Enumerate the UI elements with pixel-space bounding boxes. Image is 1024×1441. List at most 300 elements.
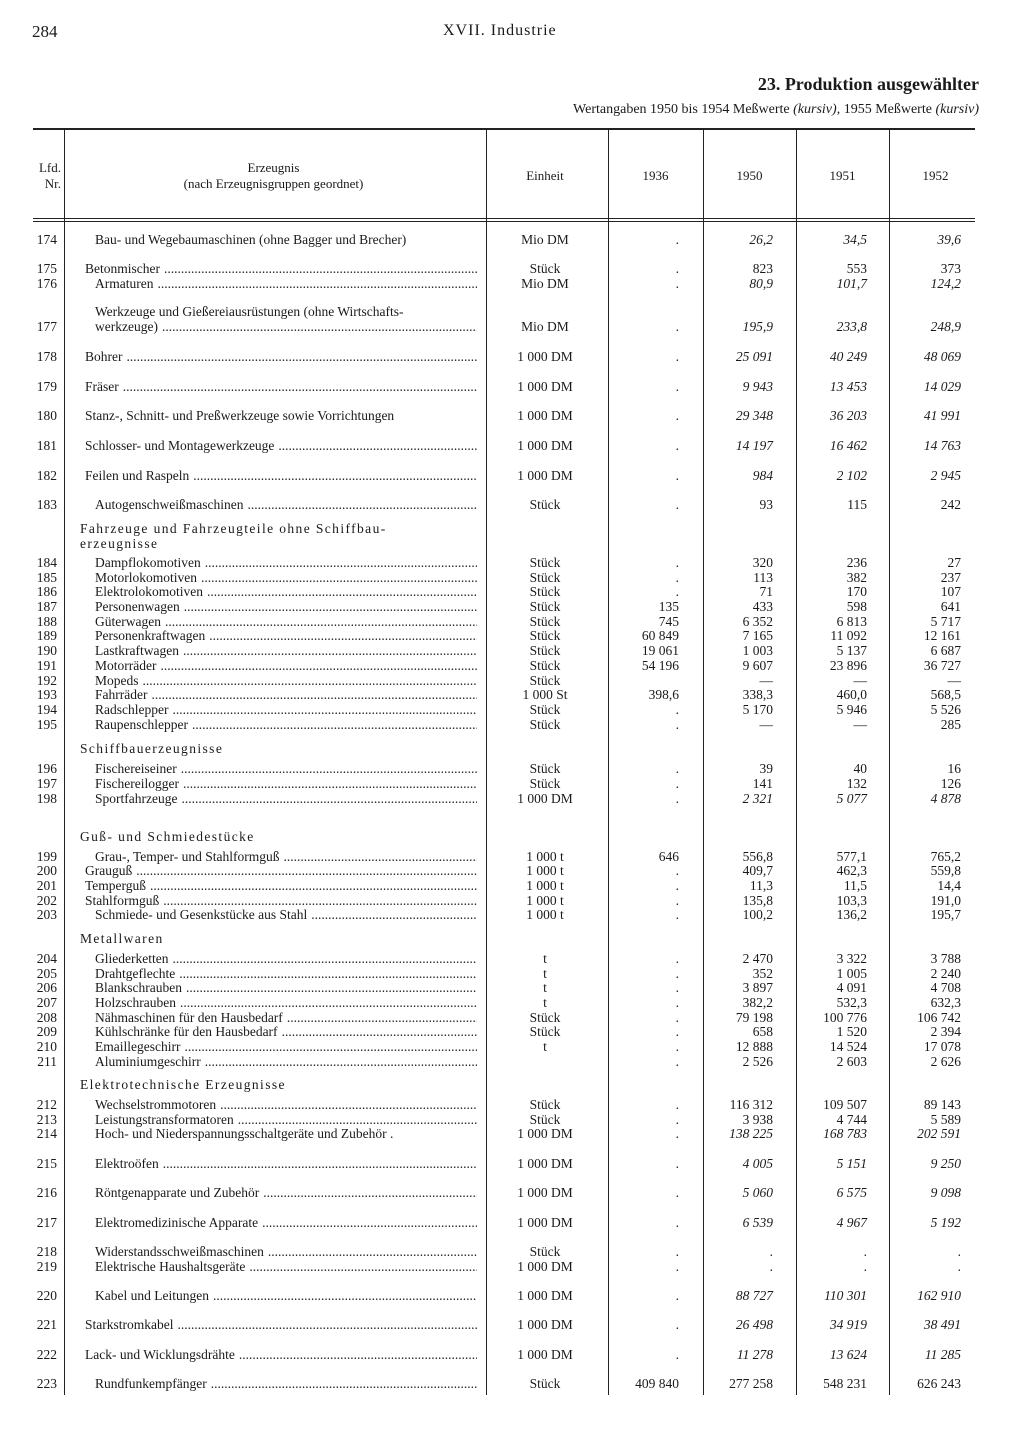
unit-cell: 1 000 DM: [517, 791, 573, 806]
unit-cell: 1 000 DM: [517, 349, 573, 364]
product-name: Röntgenapparate und Zubehör .....: [95, 1186, 477, 1201]
value-cell: 1 520: [836, 1024, 867, 1039]
unit-cell: 1 000 St: [522, 687, 568, 702]
value-cell: 460,0: [836, 687, 867, 702]
value-cell: 2 240: [930, 966, 961, 981]
value-cell: 5 717: [930, 614, 961, 629]
unit-cell: Stück: [529, 497, 561, 512]
value-cell: 658: [752, 1024, 773, 1039]
unit-cell: t: [543, 951, 547, 966]
value-cell: 338,3: [742, 687, 773, 702]
unit-cell: Stück: [529, 1244, 561, 1259]
unit-cell: 1 000 t: [526, 849, 564, 864]
group-heading: Fahrzeuge und Fahrzeugteile ohne Schiffbau-: [80, 521, 387, 536]
value-cell: 3 788: [930, 951, 961, 966]
product-name: Radschlepper .....: [95, 703, 477, 718]
product-name: Lastkraftwagen .....: [95, 644, 477, 659]
value-cell: 5 589: [930, 1112, 961, 1127]
product-name: Stahlformguß .....: [85, 894, 477, 909]
value-cell: 2 603: [836, 1054, 867, 1069]
product-name: Widerstandsschweißmaschinen .....: [95, 1245, 477, 1260]
value-cell: —: [853, 717, 867, 732]
row-number: 216: [36, 1185, 57, 1200]
product-name: Fahrräder .....: [95, 688, 477, 703]
unit-cell: Stück: [529, 1010, 561, 1025]
unit-cell: t: [543, 995, 547, 1010]
unit-cell: 1 000 DM: [517, 1259, 573, 1274]
value-cell: 548 231: [823, 1376, 867, 1391]
product-name: Emaillegeschirr .....: [95, 1040, 477, 1055]
value-cell: 532,3: [836, 995, 867, 1010]
value-cell: 26,2: [749, 232, 773, 247]
unit-cell: 1 000 t: [526, 907, 564, 922]
unit-cell: 1 000 DM: [517, 1126, 573, 1141]
value-cell: 745: [658, 614, 679, 629]
unit-cell: Stück: [529, 1112, 561, 1127]
value-cell: 11 092: [830, 628, 867, 643]
product-name: Mopeds .....: [95, 674, 477, 689]
value-cell: .: [675, 468, 679, 483]
group-heading: erzeugnisse: [80, 536, 159, 551]
value-cell: .: [675, 980, 679, 995]
value-cell: .: [675, 717, 679, 732]
value-cell: 559,8: [930, 863, 961, 878]
value-cell: .: [675, 1156, 679, 1171]
value-cell: .: [675, 319, 679, 334]
unit-cell: Stück: [529, 570, 561, 585]
unit-cell: 1 000 DM: [517, 1185, 573, 1200]
unit-cell: Stück: [529, 643, 561, 658]
product-name: Kühlschränke für den Hausbedarf .....: [95, 1025, 477, 1040]
value-cell: 5 192: [930, 1215, 961, 1230]
header-year-1952: 1952: [922, 168, 949, 183]
value-cell: 100 776: [823, 1010, 867, 1025]
row-number: 197: [36, 776, 57, 791]
value-cell: .: [675, 570, 679, 585]
product-name: Fischereiseiner .....: [95, 762, 477, 777]
unit-cell: Stück: [529, 261, 561, 276]
row-number: 175: [36, 261, 57, 276]
value-cell: 6 687: [930, 643, 961, 658]
value-cell: 39,6: [937, 232, 961, 247]
group-heading: Elektrotechnische Erzeugnisse: [80, 1077, 286, 1092]
group-heading: Metallwaren: [80, 931, 164, 946]
header-year-1950: 1950: [736, 168, 763, 183]
value-cell: 4 708: [930, 980, 961, 995]
value-cell: 632,3: [930, 995, 961, 1010]
header-bottom-rule: [33, 218, 975, 219]
value-cell: 116 312: [729, 1097, 773, 1112]
unit-cell: Stück: [529, 761, 561, 776]
value-cell: 136,2: [836, 907, 867, 922]
value-cell: 5 137: [836, 643, 867, 658]
value-cell: .: [675, 1126, 679, 1141]
product-name: Aluminiumgeschirr .....: [95, 1055, 477, 1070]
value-cell: 40: [853, 761, 867, 776]
unit-cell: 1 000 DM: [517, 1215, 573, 1230]
row-number: 190: [36, 643, 57, 658]
value-cell: 236: [846, 555, 867, 570]
unit-cell: 1 000 DM: [517, 379, 573, 394]
value-cell: 242: [940, 497, 961, 512]
value-cell: 113: [753, 570, 773, 585]
row-number: 205: [36, 966, 57, 981]
value-cell: 556,8: [742, 849, 773, 864]
row-number: 215: [36, 1156, 57, 1171]
row-number: 194: [36, 702, 57, 717]
value-cell: 11,3: [749, 878, 773, 893]
row-number: 223: [36, 1376, 57, 1391]
value-cell: 277 258: [729, 1376, 773, 1391]
unit-cell: 1 000 t: [526, 878, 564, 893]
value-cell: 162 910: [917, 1288, 961, 1303]
product-name: Schmiede- und Gesenkstücke aus Stahl .....: [95, 908, 477, 923]
product-name: Personenkraftwagen .....: [95, 629, 477, 644]
value-cell: 11 285: [924, 1347, 961, 1362]
value-cell: 14 029: [923, 379, 961, 394]
product-name: Elektrische Haushaltsgeräte .....: [95, 1260, 477, 1275]
product-name: Feilen und Raspeln .....: [85, 469, 477, 484]
value-cell: 17 078: [923, 1039, 961, 1054]
value-cell: 124,2: [930, 276, 961, 291]
row-number: 213: [36, 1112, 57, 1127]
value-cell: 13 624: [829, 1347, 867, 1362]
row-number: 181: [36, 438, 57, 453]
value-cell: 568,5: [930, 687, 961, 702]
value-cell: 16: [947, 761, 961, 776]
value-cell: .: [675, 776, 679, 791]
row-number: 202: [36, 893, 57, 908]
value-cell: 34,5: [843, 232, 867, 247]
product-name: Raupenschlepper .....: [95, 718, 477, 733]
value-cell: .: [675, 702, 679, 717]
unit-cell: Stück: [529, 614, 561, 629]
value-cell: 36 727: [923, 658, 961, 673]
value-cell: 109 507: [823, 1097, 867, 1112]
value-cell: 11,5: [843, 878, 867, 893]
header-year-1951: 1951: [829, 168, 856, 183]
product-name: Sportfahrzeuge .....: [95, 792, 477, 807]
value-cell: 88 727: [735, 1288, 773, 1303]
product-name: Wechselstrommotoren .....: [95, 1098, 477, 1113]
value-cell: 9 098: [930, 1185, 961, 1200]
row-number: 211: [37, 1054, 57, 1069]
value-cell: 79 198: [735, 1010, 773, 1025]
row-number: 182: [36, 468, 57, 483]
value-cell: 373: [940, 261, 961, 276]
value-cell: 170: [846, 584, 867, 599]
value-cell: .: [675, 276, 679, 291]
unit-cell: Stück: [529, 599, 561, 614]
value-cell: 3 938: [742, 1112, 773, 1127]
product-name: Temperguß .....: [85, 879, 477, 894]
value-cell: 352: [752, 966, 773, 981]
unit-cell: 1 000 DM: [517, 1156, 573, 1171]
value-cell: 80,9: [749, 276, 773, 291]
product-name: Holzschrauben .....: [95, 996, 477, 1011]
value-cell: 4 091: [836, 980, 867, 995]
value-cell: 11 278: [736, 1347, 773, 1362]
column-divider: [889, 130, 890, 1395]
value-cell: —: [947, 673, 961, 688]
value-cell: 285: [940, 717, 961, 732]
value-cell: 6 575: [836, 1185, 867, 1200]
unit-cell: Mio DM: [521, 319, 569, 334]
table-subtitle: Wertangaben 1950 bis 1954 Meßwerte (kursiv), 1955 Meßwerte (kursiv): [573, 102, 979, 117]
value-cell: 110 301: [824, 1288, 867, 1303]
value-cell: 1 003: [742, 643, 773, 658]
value-cell: .: [675, 1024, 679, 1039]
value-cell: 409 840: [635, 1376, 679, 1391]
unit-cell: Mio DM: [521, 276, 569, 291]
row-number: 186: [36, 584, 57, 599]
column-divider: [703, 130, 704, 1395]
value-cell: —: [759, 673, 773, 688]
value-cell: .: [675, 555, 679, 570]
unit-cell: 1 000 DM: [517, 1317, 573, 1332]
row-number: 219: [36, 1259, 57, 1274]
product-name: Schlosser- und Montagewerkzeuge .....: [85, 439, 477, 454]
value-cell: 382: [846, 570, 867, 585]
value-cell: 626 243: [917, 1376, 961, 1391]
value-cell: .: [675, 1054, 679, 1069]
value-cell: 48 069: [923, 349, 961, 364]
row-number: 177: [36, 319, 57, 334]
value-cell: 135: [658, 599, 679, 614]
value-cell: .: [769, 1244, 773, 1259]
value-cell: 106 742: [917, 1010, 961, 1025]
product-name: Autogenschweißmaschinen .....: [95, 498, 477, 513]
product-name: Elektrolokomotiven .....: [95, 585, 477, 600]
product-name: Leistungstransformatoren .....: [95, 1113, 477, 1128]
product-name: Blankschrauben .....: [95, 981, 477, 996]
product-name: Motorräder .....: [95, 659, 477, 674]
row-number: 187: [36, 599, 57, 614]
product-name: Stanz-, Schnitt- und Preßwerkzeuge sowie Vorrichtungen: [85, 408, 395, 423]
value-cell: 7 165: [742, 628, 773, 643]
value-cell: 29 348: [735, 408, 773, 423]
value-cell: 5 077: [836, 791, 867, 806]
value-cell: 40 249: [829, 349, 867, 364]
product-name: Motorlokomotiven .....: [95, 571, 477, 586]
value-cell: 4 878: [930, 791, 961, 806]
product-name: Fräser .....: [85, 380, 477, 395]
row-number: 184: [36, 555, 57, 570]
product-name: Rundfunkempfänger .....: [95, 1377, 477, 1392]
value-cell: 2 526: [742, 1054, 773, 1069]
value-cell: .: [675, 761, 679, 776]
product-name: Bohrer .....: [85, 350, 477, 365]
product-name: Werkzeuge und Gießereiausrüstungen (ohne Wirtschafts-: [95, 304, 404, 319]
row-number: 198: [36, 791, 57, 806]
value-cell: .: [675, 232, 679, 247]
product-name: Kabel und Leitungen .....: [95, 1289, 477, 1304]
value-cell: —: [759, 717, 773, 732]
value-cell: .: [675, 584, 679, 599]
value-cell: .: [675, 1288, 679, 1303]
row-number: 199: [36, 849, 57, 864]
value-cell: 2 102: [836, 468, 867, 483]
value-cell: 38 491: [923, 1317, 961, 1332]
unit-cell: Stück: [529, 717, 561, 732]
product-name: Starkstromkabel .....: [85, 1318, 477, 1333]
value-cell: 3 322: [836, 951, 867, 966]
value-cell: 89 143: [923, 1097, 961, 1112]
value-cell: 3 897: [742, 980, 773, 995]
value-cell: .: [957, 1244, 961, 1259]
row-number: 174: [36, 232, 57, 247]
value-cell: 138 225: [729, 1126, 773, 1141]
value-cell: .: [675, 893, 679, 908]
value-cell: 13 453: [829, 379, 867, 394]
unit-cell: Stück: [529, 702, 561, 717]
unit-cell: Stück: [529, 673, 561, 688]
row-number: 217: [36, 1215, 57, 1230]
product-name: werkzeuge) .....: [95, 320, 477, 335]
unit-cell: 1 000 DM: [517, 408, 573, 423]
value-cell: 5 151: [836, 1156, 867, 1171]
unit-cell: 1 000 DM: [517, 1288, 573, 1303]
group-heading: Guß- und Schmiedestücke: [80, 829, 255, 844]
unit-cell: Stück: [529, 658, 561, 673]
value-cell: 26 498: [735, 1317, 773, 1332]
table-title: 23. Produktion ausgewählter: [757, 74, 979, 94]
row-number: 222: [36, 1347, 57, 1362]
unit-cell: Stück: [529, 584, 561, 599]
value-cell: 4 744: [836, 1112, 867, 1127]
value-cell: 553: [846, 261, 867, 276]
value-cell: 9 250: [930, 1156, 961, 1171]
product-name: Hoch- und Niederspannungsschaltgeräte und Zubehör .: [95, 1126, 394, 1141]
header-erzeugnis: Erzeugnis (nach Erzeugnisgruppen geordnet): [183, 160, 364, 191]
value-cell: 433: [752, 599, 773, 614]
value-cell: 233,8: [836, 319, 867, 334]
value-cell: .: [675, 349, 679, 364]
value-cell: 101,7: [836, 276, 867, 291]
row-number: 178: [36, 349, 57, 364]
value-cell: 19 061: [641, 643, 679, 658]
value-cell: 577,1: [836, 849, 867, 864]
value-cell: 398,6: [648, 687, 679, 702]
value-cell: 34 919: [829, 1317, 867, 1332]
row-number: 189: [36, 628, 57, 643]
unit-cell: Stück: [529, 1097, 561, 1112]
unit-cell: 1 000 DM: [517, 438, 573, 453]
value-cell: .: [675, 951, 679, 966]
product-name: Fischereilogger .....: [95, 777, 477, 792]
header-einheit: Einheit: [526, 168, 564, 183]
value-cell: 93: [759, 497, 773, 512]
row-number: 183: [36, 497, 57, 512]
row-number: 196: [36, 761, 57, 776]
row-number: 218: [36, 1244, 57, 1259]
value-cell: 16 462: [829, 438, 867, 453]
unit-cell: Stück: [529, 776, 561, 791]
row-number: 200: [36, 863, 57, 878]
value-cell: .: [675, 1097, 679, 1112]
value-cell: 4 967: [836, 1215, 867, 1230]
row-number: 193: [36, 687, 57, 702]
value-cell: .: [675, 878, 679, 893]
value-cell: .: [675, 1039, 679, 1054]
unit-cell: 1 000 DM: [517, 468, 573, 483]
value-cell: 195,7: [930, 907, 961, 922]
value-cell: .: [675, 907, 679, 922]
page-number: 284: [32, 22, 58, 41]
value-cell: 641: [940, 599, 961, 614]
product-name: Armaturen .....: [95, 277, 477, 292]
row-number: 208: [36, 1010, 57, 1025]
value-cell: 100,2: [742, 907, 773, 922]
row-number: 212: [36, 1097, 57, 1112]
value-cell: .: [957, 1259, 961, 1274]
value-cell: 14 763: [923, 438, 961, 453]
unit-cell: Stück: [529, 628, 561, 643]
value-cell: 6 539: [742, 1215, 773, 1230]
row-number: 191: [36, 658, 57, 673]
value-cell: 25 091: [735, 349, 773, 364]
product-name: Drahtgeflechte .....: [95, 967, 477, 982]
unit-cell: t: [543, 1039, 547, 1054]
product-name: Personenwagen .....: [95, 600, 477, 615]
product-name: Dampflokomotiven .....: [95, 556, 477, 571]
row-number: 206: [36, 980, 57, 995]
header-lfd-nr: Lfd. Nr.: [38, 160, 61, 191]
value-cell: .: [675, 1185, 679, 1200]
value-cell: 168 783: [823, 1126, 867, 1141]
value-cell: 765,2: [930, 849, 961, 864]
value-cell: 135,8: [742, 893, 773, 908]
value-cell: 4 005: [742, 1156, 773, 1171]
value-cell: 23 896: [829, 658, 867, 673]
value-cell: 5 946: [836, 702, 867, 717]
row-number: 201: [36, 878, 57, 893]
value-cell: .: [863, 1259, 867, 1274]
value-cell: 382,2: [742, 995, 773, 1010]
unit-cell: Mio DM: [521, 232, 569, 247]
value-cell: 60 849: [641, 628, 679, 643]
unit-cell: 1 000 DM: [517, 1347, 573, 1362]
row-number: 220: [36, 1288, 57, 1303]
value-cell: .: [675, 438, 679, 453]
product-name: Lack- und Wicklungsdrähte .....: [85, 1348, 477, 1363]
value-cell: .: [675, 791, 679, 806]
unit-cell: 1 000 t: [526, 863, 564, 878]
header-bottom-rule-2: [33, 221, 975, 222]
row-number: 195: [36, 717, 57, 732]
value-cell: 141: [752, 776, 773, 791]
value-cell: .: [675, 1112, 679, 1127]
table-top-rule: [33, 128, 975, 130]
value-cell: 39: [759, 761, 773, 776]
value-cell: .: [675, 1347, 679, 1362]
value-cell: .: [675, 1244, 679, 1259]
product-name: Elektroöfen .....: [95, 1157, 477, 1172]
column-divider: [64, 130, 65, 1395]
value-cell: 2 394: [930, 1024, 961, 1039]
product-name: Gliederketten .....: [95, 952, 477, 967]
value-cell: 191,0: [930, 893, 961, 908]
row-number: 176: [36, 276, 57, 291]
row-number: 207: [36, 995, 57, 1010]
product-name: Elektromedizinische Apparate .....: [95, 1216, 477, 1231]
value-cell: 27: [947, 555, 961, 570]
value-cell: .: [675, 995, 679, 1010]
value-cell: 9 607: [742, 658, 773, 673]
value-cell: .: [675, 1259, 679, 1274]
unit-cell: Stück: [529, 1024, 561, 1039]
row-number: 179: [36, 379, 57, 394]
